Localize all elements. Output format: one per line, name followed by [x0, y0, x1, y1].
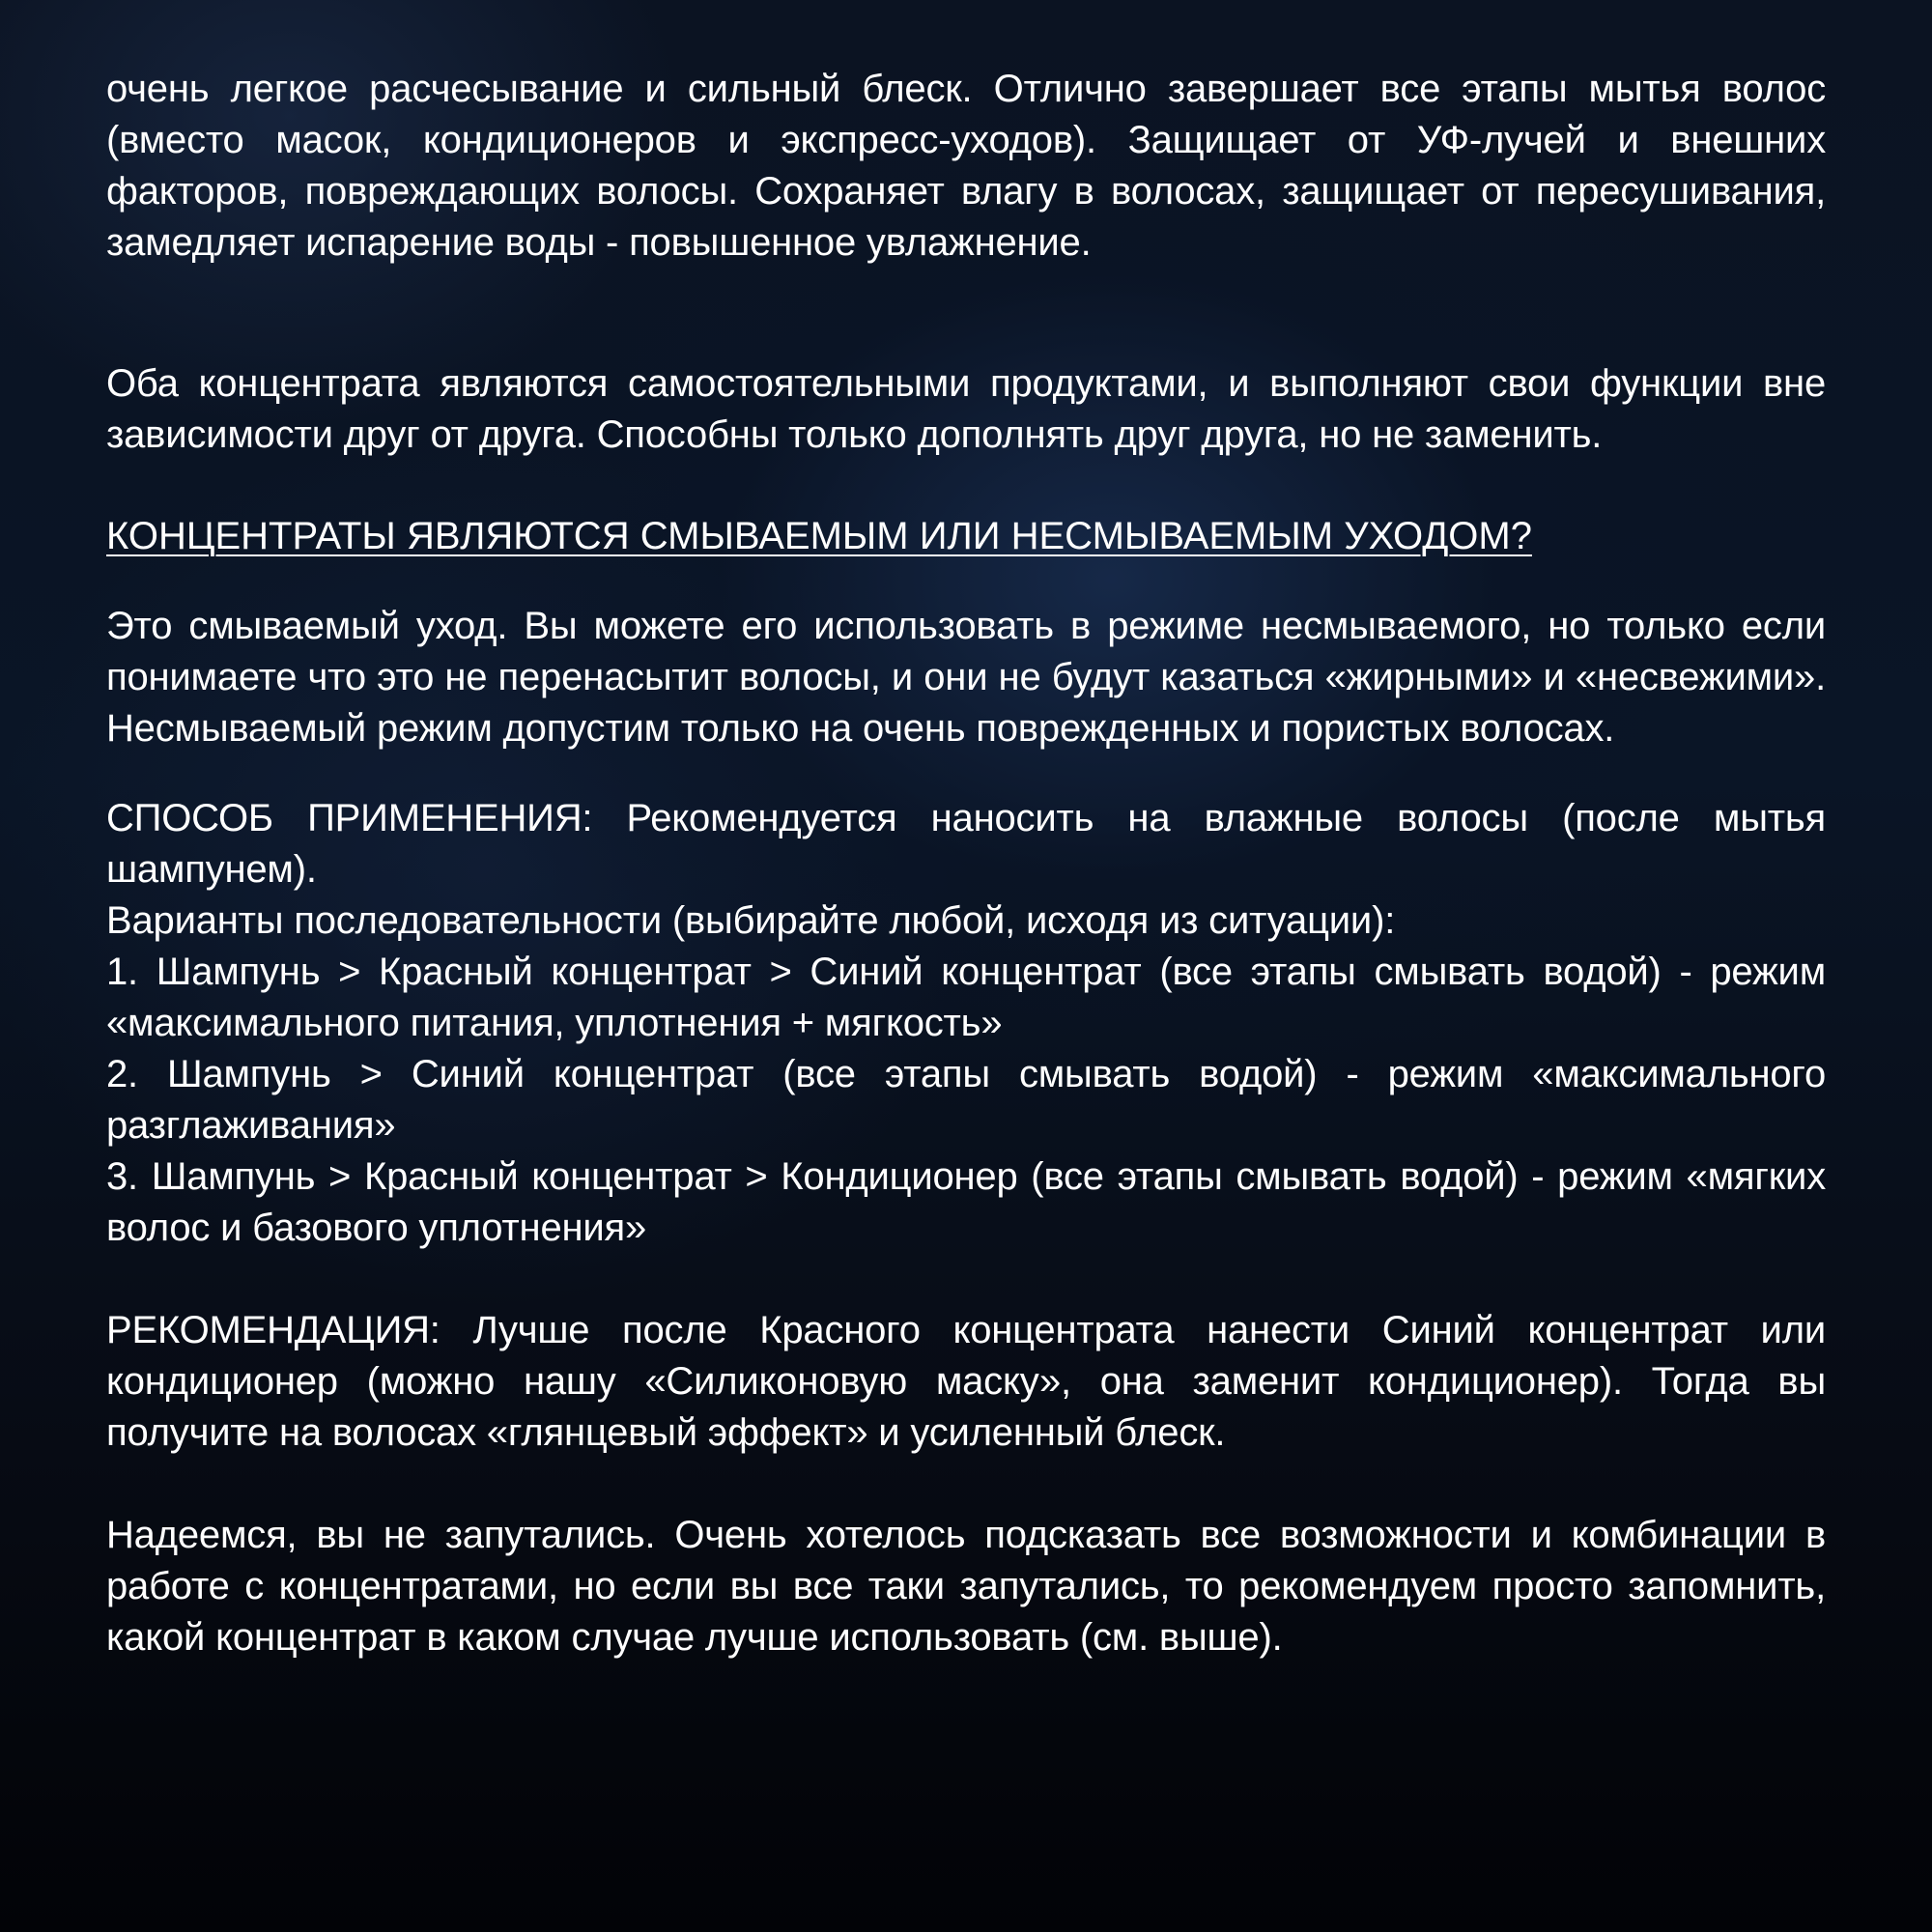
text-content [106, 64, 1826, 1663]
usage-variants-title: Варианты последовательности (выбирайте любой, исходя из ситуации): [106, 899, 1396, 942]
spacer [106, 1459, 1826, 1510]
spacer [106, 269, 1826, 358]
usage-intro: СПОСОБ ПРИМЕНЕНИЯ: Рекомендуется наносить на влажные волосы (после мытья шампунем). [106, 797, 1826, 891]
spacer [106, 1254, 1826, 1305]
paragraph-closing: Надеемся, вы не запутались. Очень хотелось подсказать все возможности и комбинации в работе с концентратами, но если вы все таки запутались, то рекомендуем просто запомнить, какой концентрат в каком случае лучше использовать (см. выше). [106, 1514, 1826, 1659]
paragraph-concentrates-independent: Оба концентрата являются самостоятельными продуктами, и выполняют свои функции вне зависимости друг от друга. Способны только дополнять друг друга, но не заменить. [106, 362, 1826, 456]
paragraph-rinse-off-answer: Это смываемый уход. Вы можете его использовать в режиме несмываемого, но только если понимаете что это не перенасытит волосы, и они не будут казаться «жирными» и «несвежими». Несмываемый режим допустим только на очень поврежденных и пористых волосах. [106, 605, 1826, 750]
usage-variant-item: 1. Шампунь > Красный концентрат > Синий концентрат (все этапы смывать водой) - режим «максимального питания, уплотнения + мягкость» [106, 951, 1826, 1044]
usage-section [106, 793, 1826, 1254]
paragraph-conditioner-benefits: очень легкое расчесывание и сильный блеск. Отлично завершает все этапы мытья волос (вместо масок, кондиционеров и экспресс-уходов). Защищает от УФ-лучей и внешних факторов, повреждающих волосы. Сохраняет влагу в волосах, защищает от пересушивания, замедляет испарение воды - повышенное увлажнение. [106, 68, 1826, 264]
spacer [106, 754, 1826, 793]
usage-variant-item: 2. Шампунь > Синий концентрат (все этапы смывать водой) - режим «максимального разглаживания» [106, 1053, 1826, 1147]
section-heading-rinse-off: КОНЦЕНТРАТЫ ЯВЛЯЮТСЯ СМЫВАЕМЫМ ИЛИ НЕСМЫВАЕМЫМ УХОДОМ? [106, 515, 1532, 557]
usage-variant-item: 3. Шампунь > Красный концентрат > Кондиционер (все этапы смывать водой) - режим «мягких волос и базового уплотнения» [106, 1155, 1826, 1249]
paragraph-recommendation: РЕКОМЕНДАЦИЯ: Лучше после Красного концентрата нанести Синий концентрат или кондиционер (можно нашу «Силиконовую маску», она заменит кондиционер). Тогда вы получите на волосах «глянцевый эффект» и усиленный блеск. [106, 1309, 1826, 1454]
spacer [106, 461, 1826, 511]
spacer [106, 562, 1826, 601]
